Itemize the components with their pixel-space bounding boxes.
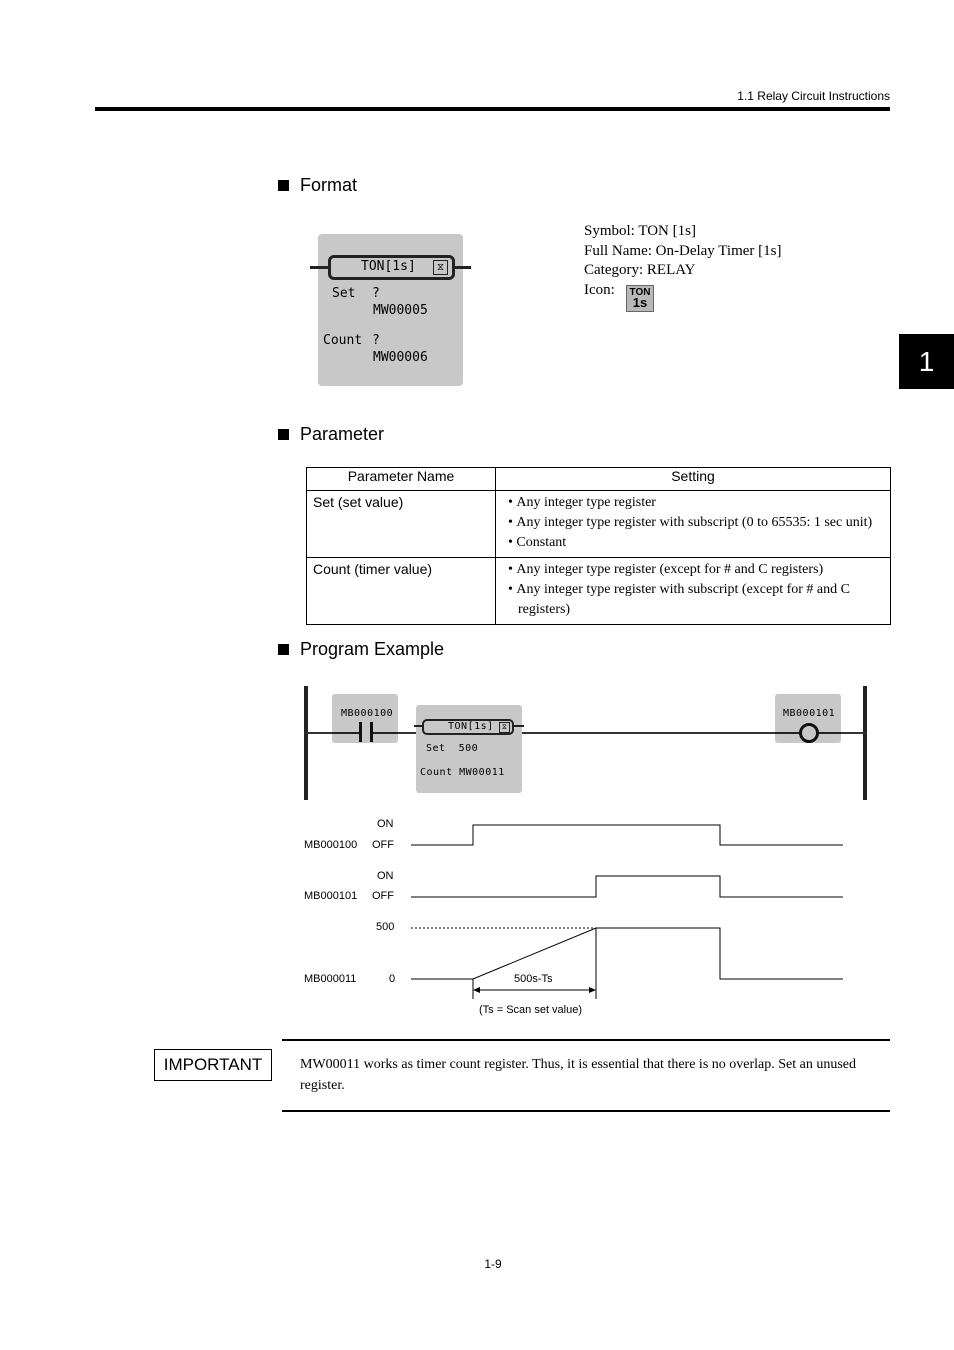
- ton-1s-icon: [626, 285, 654, 312]
- block-count-label: Count: [323, 333, 363, 348]
- signal-3-high-label: 500: [376, 921, 395, 933]
- block-set-value: ?: [372, 286, 380, 301]
- program-example-heading-text: Program Example: [300, 639, 445, 659]
- setting-item: • Any integer type register with subscript (0 to 65535: 1 sec unit): [500, 513, 886, 533]
- timer-count: Count MW00011: [420, 767, 505, 778]
- table-row: [307, 558, 891, 625]
- timing-waveforms: [405, 815, 850, 1000]
- important-rule-bottom: [282, 1110, 890, 1112]
- table-row: [307, 491, 891, 558]
- important-text: MW00011 works as timer count register. Thus, it is essential that there is no overlap. Set an unused register.: [300, 1057, 857, 1093]
- contact-label: MB000100: [341, 708, 394, 719]
- block-output-line: [453, 266, 471, 269]
- timer-glyph-icon: ⧖: [433, 260, 448, 275]
- parameter-table: [306, 467, 891, 625]
- icon-bottom-text: 1s: [632, 295, 648, 310]
- square-bullet-icon: [278, 180, 289, 191]
- symbol-line: Symbol: TON [1s]: [584, 223, 696, 239]
- ton-instruction-block: [318, 234, 463, 386]
- waveform-mw00011: [411, 928, 843, 979]
- setting-item: • Any integer type register with subscript (except for # and C registers): [500, 580, 886, 620]
- coil-block: [775, 694, 841, 743]
- parameter-heading-text: Parameter: [300, 424, 385, 444]
- category-line: Category: RELAY: [584, 262, 696, 278]
- interval-label: 500s-Ts: [514, 973, 553, 985]
- timing-note: (Ts = Scan set value): [479, 1004, 583, 1016]
- coil-icon: [799, 723, 819, 743]
- running-header: 1.1 Relay Circuit Instructions: [737, 89, 890, 103]
- contact-block: [332, 694, 398, 743]
- parameter-heading: [278, 424, 384, 445]
- signal-3-low-label: 0: [389, 973, 396, 985]
- block-input-line: [310, 266, 330, 269]
- timer-title: TON[1s]: [448, 721, 494, 732]
- block-set-register: MW00005: [373, 303, 428, 318]
- timer-glyph-icon: ⧖: [499, 722, 510, 733]
- signal-1-off-label: OFF: [372, 839, 394, 851]
- block-title-box: [328, 255, 455, 280]
- timer-set: Set 500: [426, 743, 479, 754]
- format-heading: [278, 175, 357, 196]
- signal-3-name: MB000011: [304, 973, 357, 985]
- param-name-cell: Count (timer value): [307, 558, 496, 625]
- coil-label: MB000101: [783, 708, 836, 719]
- table-header-row: [307, 468, 891, 491]
- full-name-line: Full Name: On-Delay Timer [1s]: [584, 242, 782, 259]
- left-power-rail: [304, 686, 308, 800]
- square-bullet-icon: [278, 644, 289, 655]
- column-header: Setting: [496, 468, 891, 491]
- chapter-tab: 1: [899, 334, 954, 389]
- icon-top-text: TON: [629, 287, 651, 298]
- setting-item: • Constant: [500, 533, 886, 553]
- header-rule: [95, 107, 890, 111]
- symbol-info: [584, 222, 781, 300]
- block-count-value: ?: [372, 333, 380, 348]
- square-bullet-icon: [278, 429, 289, 440]
- format-heading-text: Format: [300, 175, 358, 195]
- timer-block: [416, 705, 522, 793]
- signal-2-name: MB000101: [304, 890, 358, 902]
- param-name-cell: Set (set value): [307, 491, 496, 558]
- signal-1-on-label: ON: [377, 818, 394, 830]
- program-example-heading: [278, 639, 444, 660]
- signal-1-name: MB000100: [304, 839, 358, 851]
- param-setting-cell: [496, 491, 891, 558]
- icon-label: Icon:: [584, 281, 615, 298]
- signal-2-on-label: ON: [377, 870, 394, 882]
- important-rule-top: [282, 1039, 890, 1041]
- block-title: TON[1s]: [361, 259, 416, 274]
- timer-output-wire: [514, 725, 524, 727]
- waveform-mb000101: [411, 876, 843, 897]
- important-label: IMPORTANT: [154, 1049, 272, 1081]
- arrow-right-head-icon: [589, 987, 596, 993]
- timer-title-box: [422, 719, 514, 735]
- block-set-label: Set: [332, 286, 356, 301]
- signal-2-off-label: OFF: [372, 890, 394, 902]
- block-count-register: MW00006: [373, 350, 428, 365]
- param-setting-cell: [496, 558, 891, 625]
- setting-item: • Any integer type register: [500, 493, 886, 513]
- right-power-rail: [863, 686, 867, 800]
- waveform-mb000100: [411, 825, 843, 845]
- no-contact-icon: [359, 722, 373, 742]
- setting-item: • Any integer type register (except for # and C registers): [500, 560, 886, 580]
- arrow-left-head-icon: [473, 987, 480, 993]
- column-header: Parameter Name: [307, 468, 496, 491]
- page-number: 1-9: [484, 1257, 502, 1271]
